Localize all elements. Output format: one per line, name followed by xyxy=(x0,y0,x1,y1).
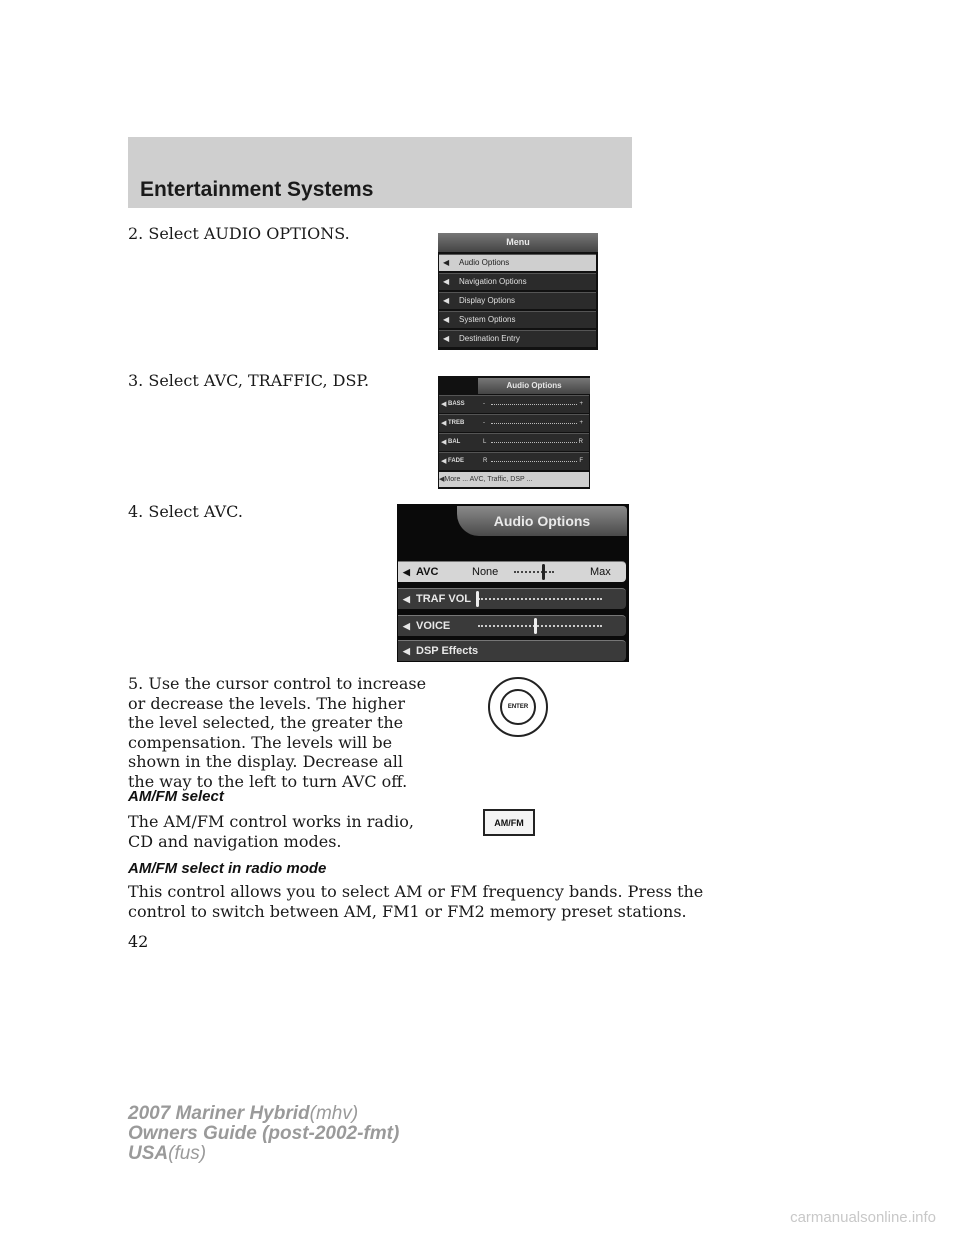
left-arrow-icon: ◀ xyxy=(441,439,447,446)
level-scale xyxy=(478,625,602,627)
level-scale xyxy=(491,461,577,463)
traf-vol-row[interactable]: ◀ TRAF VOL xyxy=(398,588,626,609)
avc-screen-title: Audio Options xyxy=(457,506,627,536)
level-knob[interactable] xyxy=(542,564,545,580)
step-2-text: 2. Select AUDIO OPTIONS. xyxy=(128,224,350,243)
amfm-select-text: The AM/FM control works in radio, CD and navigation modes. xyxy=(128,812,414,851)
level-scale xyxy=(491,423,577,425)
menu-item-destination-entry[interactable]: ◀ Destination Entry xyxy=(439,330,596,347)
left-arrow-icon: ◀ xyxy=(441,420,447,427)
menu-screen-title: Menu xyxy=(438,233,598,252)
step-4-text: 4. Select AVC. xyxy=(128,502,243,521)
left-arrow-icon: ◀ xyxy=(443,334,450,343)
balance-row[interactable]: ◀ BAL L R xyxy=(439,433,589,451)
level-scale xyxy=(491,442,577,444)
document-footer: 2007 Mariner Hybrid(mhv) Owners Guide (post-2002-fmt) USA(fus) xyxy=(128,1103,400,1164)
dsp-effects-row[interactable]: ◀ DSP Effects xyxy=(398,640,626,661)
avc-screen xyxy=(397,504,629,662)
left-arrow-icon: ◀ xyxy=(441,401,447,408)
left-arrow-icon: ◀ xyxy=(443,296,450,305)
section-title: Entertainment Systems xyxy=(140,178,374,201)
voice-row[interactable]: ◀ VOICE xyxy=(398,615,626,636)
avc-row[interactable]: ◀ AVC None Max xyxy=(398,561,626,582)
more-options-row[interactable]: ◀More ... AVC, Traffic, DSP ... xyxy=(439,472,589,487)
menu-item-audio-options[interactable]: ◀ Audio Options xyxy=(439,254,596,271)
watermark: carmanualsonline.info xyxy=(790,1209,936,1226)
menu-screen xyxy=(438,233,598,350)
left-arrow-icon: ◀ xyxy=(403,594,410,604)
page-number: 42 xyxy=(128,932,149,951)
left-arrow-icon: ◀ xyxy=(403,567,410,577)
menu-item-display-options[interactable]: ◀ Display Options xyxy=(439,292,596,309)
section-header xyxy=(128,137,632,208)
amfm-radio-mode-heading: AM/FM select in radio mode xyxy=(128,860,327,877)
left-arrow-icon: ◀ xyxy=(443,258,450,267)
audio-options-title: Audio Options xyxy=(478,378,590,394)
left-arrow-icon: ◀ xyxy=(441,458,447,465)
enter-button[interactable]: ENTER xyxy=(500,689,536,725)
amfm-radio-mode-text: This control allows you to select AM or FM frequency bands. Press the control to switch between AM, FM1 or FM2 memory preset stations. xyxy=(128,882,704,921)
treble-row[interactable]: ◀ TREB - + xyxy=(439,414,589,432)
left-arrow-icon: ◀ xyxy=(443,315,450,324)
amfm-select-heading: AM/FM select xyxy=(128,788,224,805)
fade-row[interactable]: ◀ FADE R F xyxy=(439,452,589,470)
left-arrow-icon: ◀ xyxy=(443,277,450,286)
level-scale xyxy=(514,571,554,573)
bass-row[interactable]: ◀ BASS - + xyxy=(439,395,589,413)
left-arrow-icon: ◀ xyxy=(403,621,410,631)
left-arrow-icon: ◀ xyxy=(439,476,445,483)
menu-item-system-options[interactable]: ◀ System Options xyxy=(439,311,596,328)
left-arrow-icon: ◀ xyxy=(403,646,410,656)
level-knob[interactable] xyxy=(476,591,479,607)
step-5-text: 5. Use the cursor control to increase or decrease the levels. The higher the level selected, the greater the compensation. The levels will be shown in the display. Decrease all the way to the left to turn AVC off. xyxy=(128,674,427,791)
amfm-button[interactable]: AM/FM xyxy=(483,809,535,836)
level-scale xyxy=(491,404,577,406)
level-scale xyxy=(478,598,602,600)
menu-item-navigation-options[interactable]: ◀ Navigation Options xyxy=(439,273,596,290)
step-3-text: 3. Select AVC, TRAFFIC, DSP. xyxy=(128,371,370,390)
audio-options-screen xyxy=(438,376,590,489)
level-knob[interactable] xyxy=(534,618,537,634)
cursor-control-dial[interactable] xyxy=(488,677,548,737)
